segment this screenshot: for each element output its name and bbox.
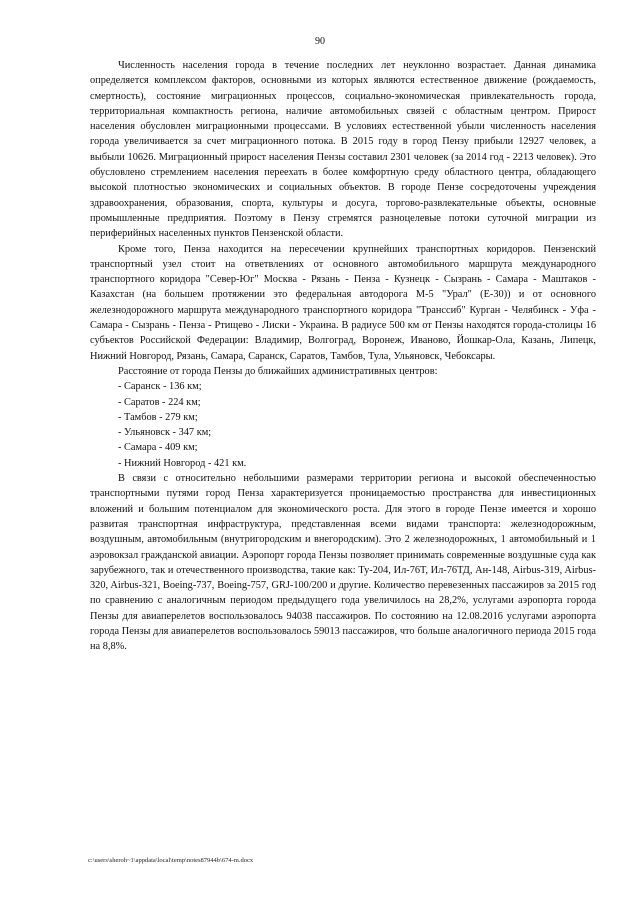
page-number: 90: [315, 36, 325, 47]
list-item: - Тамбов - 279 км;: [118, 411, 198, 423]
footer-file-path: c:\users\sheroh~1\appdata\local\temp\notes87944b\674-m.docx: [88, 857, 254, 864]
list-item: - Саранск - 136 км;: [118, 381, 202, 393]
list-item: - Саратов - 224 км;: [118, 396, 201, 408]
paragraph-population: Численность населения города в течение последних лет неуклонно возрастает. Данная динамика определяется комплексом факторов, основными из которых являются естественное движение (рождаемость, смертность), состояние миграционных процессов, социально-экономическая привлекательность города, территориальная компактность региона, наличие автомобильных связей с областным центром. Прирост населения обусловлен миграционными процессами. В условиях естественной убыли численность населения города увеличивается за счет миграционного потока. В 2015 году в город Пензу прибыли 12927 человек, а выбыли 10626. Миграционный прирост населения Пензы составил 2301 человек (за 2014 год - 2213 человек). Это обусловлено стремлением населения переехать в более комфортную среду областного центра, обладающего высокой плотностью экономических и социальных объектов. В городе Пензе сосредоточены учреждения здравоохранения, образования, спорта, культуры и досуга, торгово-развлекательные объекты, основные промышленные предприятия. Поэтому в Пензу стремятся разноцелевые потоки суточной миграции из периферийных населенных пунктов Пензенской области.: [90, 60, 596, 240]
document-body: [90, 58, 596, 655]
list-item: - Самара - 409 км;: [118, 442, 198, 454]
list-item: - Ульяновск - 347 км;: [118, 427, 212, 439]
paragraph-infrastructure: В связи с относительно небольшими размерами территории региона и высокой обеспеченностью транспортными путями город Пенза характеризуется проницаемостью пространства для инвестиционных вложений и большим потенциалом для экономического роста. Для этого в городе Пензе имеется и хорошо развитая транспортная инфраструктура, представленная всеми видами транспорта: железнодорожным, воздушным, автомобильным (внутригородским и внегородским). Это 2 железнодорожных, 1 автомобильный и 1 аэровокзал гражданской авиации. Аэропорт города Пензы позволяет принимать современные воздушные суда как зарубежного, так и отечественного производства, такие как: Ту-204, Ил-76Т, Ил-76ТД, Ан-148, Airbus-319, Airbus-320, Airbus-321, Boeing-737, Boeing-757, GRJ-100/200 и другие. Количество перевезенных пассажиров за 2015 год по сравнению с аналогичным периодом предыдущего года увеличилось на 28,2%, услугами аэропорта города Пензы для авиаперелетов воспользовалось 94038 пассажиров. По состоянию на 12.08.2016 услугами аэропорта города Пензы для авиаперелетов воспользовалось 59013 пассажиров, что больше аналогичного периода 2015 года на 8,8%.: [90, 473, 596, 653]
paragraph-distance-intro: Расстояние от города Пензы до ближайших административных центров:: [118, 365, 438, 377]
list-item: - Нижний Новгород - 421 км.: [118, 457, 247, 469]
paragraph-transport-corridors: Кроме того, Пенза находится на пересечении крупнейших транспортных коридоров. Пензенский транспортный узел стоит на ответвлениях от основного автомобильного маршрута международного транспортного коридора "Север-Юг" Москва - Рязань - Пенза - Кузнецк - Сызрань - Самара - Маштаков - Казахстан (на большем протяжении это федеральная автодорога М-5 "Урал" (Е-30)) и от основного железнодорожного маршрута международного транспортного коридора "Транссиб" Курган - Челябинск - Уфа - Самара - Сызрань - Пенза - Ртищево - Лиски - Украина. В радиусе 500 км от Пензы находятся города-столицы 16 субъектов Российской Федерации: Владимир, Волгоград, Воронеж, Иваново, Йошкар-Ола, Казань, Липецк, Нижний Новгород, Рязань, Самара, Саранск, Саратов, Тамбов, Тула, Ульяновск, Чебоксары.: [90, 243, 596, 362]
distance-list: [90, 379, 596, 471]
